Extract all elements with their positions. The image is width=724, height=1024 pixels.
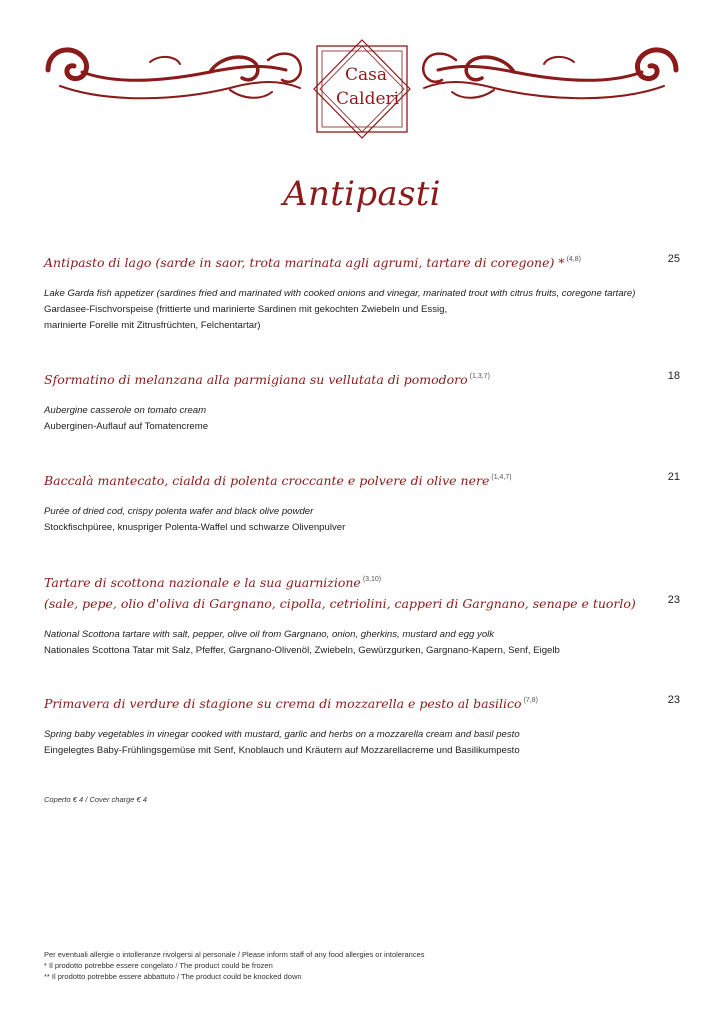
section-title: Antipasti (283, 174, 441, 214)
logo-text-casa: Casa (345, 65, 388, 85)
description-german: Stockfischpüree, knuspriger Polenta-Waffel und schwarze Olivenpulver (44, 522, 346, 533)
description-english: National Scottona tartare with salt, pepper, olive oil from Gargnano, onion, gherkins, mustard and egg yolk (44, 629, 495, 640)
dish-title: Tartare di scottona nazionale e la sua guarnizione (44, 575, 361, 590)
description-english: Purée of dried cod, crispy polenta wafer and black olive powder (44, 506, 314, 517)
description-german: Auberginen-Auflauf auf Tomatencreme (44, 421, 209, 432)
description-german: Eingelegtes Baby-Frühlingsgemüse mit Senf, Knoblauch und Kräutern auf Mozzarellacreme und Basilikumpesto (44, 745, 520, 756)
menu-item (44, 569, 684, 659)
dish-name (44, 690, 684, 714)
dish-description (44, 286, 684, 334)
description-english: Spring baby vegetables in vinegar cooked with mustard, garlic and herbs on a mozzarella cream and basil pesto (44, 729, 520, 740)
footer-allergy-line: Per eventuali allergie o intolleranze rivolgersi al personale / Please inform staff of any food allergies or intolerances (44, 950, 425, 959)
dish-name (44, 249, 684, 273)
description-german: Gardasee-Fischvorspeise (frittierte und marinierte Sardinen mit gekochten Zwiebeln und Essig, (44, 304, 448, 315)
allergen-codes: (4,8) (566, 256, 581, 263)
price: 21 (667, 471, 680, 483)
dish-description (44, 627, 684, 659)
menu-item (44, 467, 684, 536)
dish-title: Baccalà mantecato, cialda di polenta croccante e polvere di olive nere (44, 473, 490, 488)
description-german-cont: marinierte Forelle mit Zitrusfrüchten, Felchentartar) (44, 320, 261, 331)
price: 18 (667, 370, 680, 382)
allergen-codes: (1,4,7) (491, 474, 512, 481)
dish-title: Sformatino di melanzana alla parmigiana su vellutata di pomodoro (44, 372, 468, 387)
menu-item (44, 690, 684, 759)
dish-description (44, 504, 684, 536)
header-ornament (0, 0, 724, 160)
dish-name (44, 366, 684, 390)
dish-title: Antipasto di lago (sarde in saor, trota marinata agli agrumi, tartare di coregone) * (44, 255, 565, 270)
allergen-codes: (1,3,7) (469, 373, 490, 380)
allergen-codes: (3,10) (362, 576, 382, 583)
footer-knocked-line: ** Il prodotto potrebbe essere abbattuto / The product could be knocked down (44, 972, 302, 981)
footer-frozen-line: * Il prodotto potrebbe essere congelato / The product could be frozen (44, 961, 273, 970)
price: 23 (667, 694, 680, 706)
allergen-codes: (7,8) (523, 697, 538, 704)
menu-item (44, 366, 684, 435)
description-english: Aubergine casserole on tomato cream (44, 405, 207, 416)
price: 23 (667, 594, 680, 606)
logo-text-calderi: Calderi (336, 89, 400, 109)
dish-ingredients: (sale, pepe, olio d'oliva di Gargnano, cipolla, cetriolini, capperi di Gargnano, senape e tuorlo) (44, 596, 636, 611)
description-english: Lake Garda fish appetizer (sardines fried and marinated with cooked onions and vinegar, marinated trout with citrus fruits, coregone tartare) (44, 288, 636, 299)
dish-name (44, 569, 684, 614)
dish-name (44, 467, 684, 491)
cover-charge-note: Coperto € 4 / Cover charge € 4 (44, 795, 147, 804)
allergy-footer (44, 949, 425, 982)
description-german: Nationales Scottona Tatar mit Salz, Pfeffer, Gargnano-Olivenöl, Zwiebeln, Gewürzgurken, Gargnano-Kapern, Senf, Eigelb (44, 645, 560, 656)
price: 25 (667, 253, 680, 265)
dish-title: Primavera di verdure di stagione su crema di mozzarella e pesto al basilico (44, 696, 522, 711)
menu-item (44, 249, 684, 334)
dish-description (44, 403, 684, 435)
dish-description (44, 727, 684, 759)
